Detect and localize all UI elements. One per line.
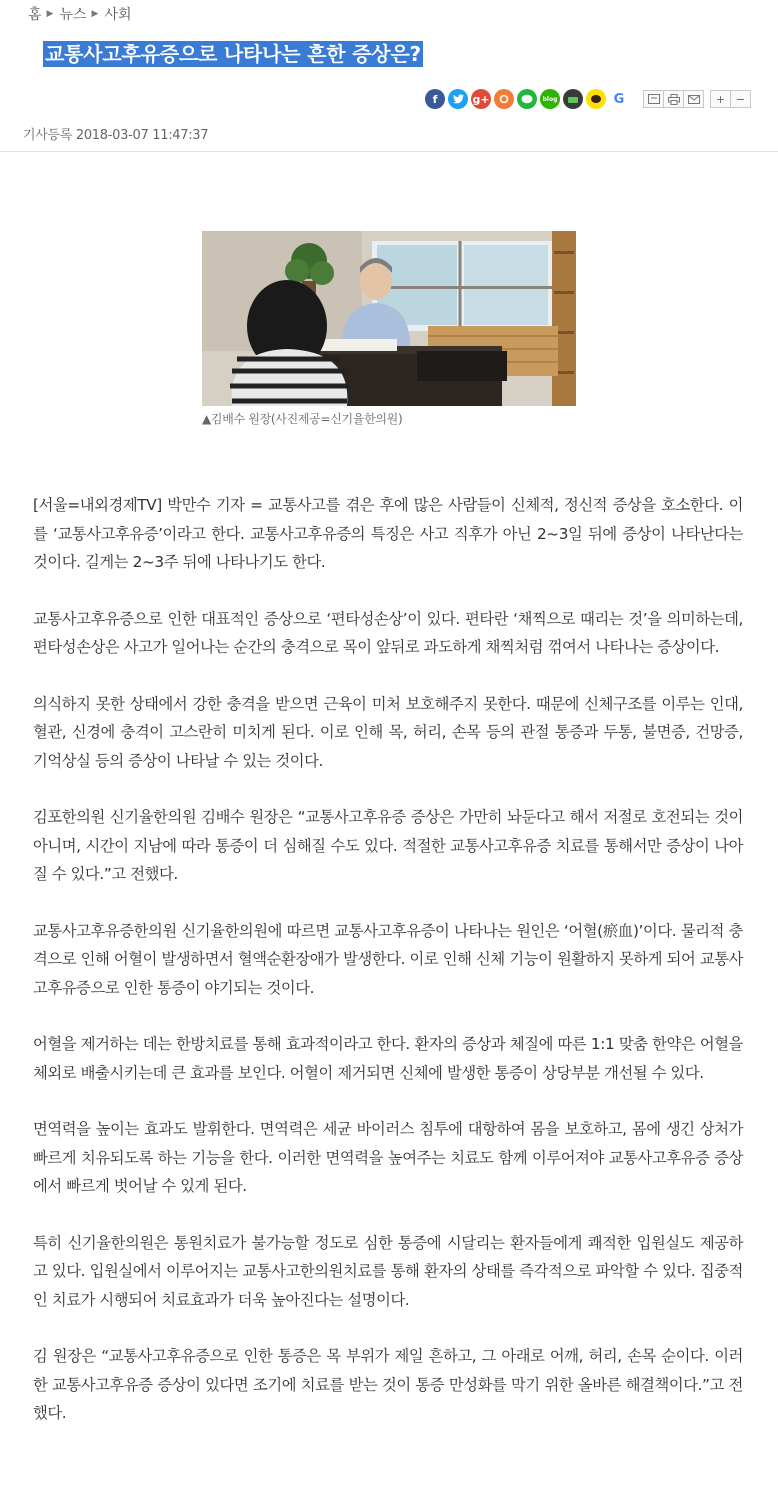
google-icon[interactable]: G (609, 89, 629, 109)
article-paragraph: 어혈을 제거하는 데는 한방치료를 통해 효과적이라고 한다. 환자의 증상과 체질에 따른 1:1 맞춤 한약은 어혈을 체외로 배출시키는데 큰 효과를 보인다. 어혈이 제거되면 신체에 발생한 통증이 상당부분 개선될 수 있다. (33, 1035, 743, 1082)
headline-wrap (43, 41, 423, 67)
line-icon[interactable] (517, 89, 537, 109)
share-bar (425, 89, 632, 109)
copy-url-icon[interactable] (643, 90, 664, 108)
article-registered-date: 기사등록 2018-03-07 11:47:37 (23, 128, 209, 143)
kakaostory-icon[interactable] (494, 89, 514, 109)
breadcrumb-news-link[interactable]: 뉴스 (59, 7, 87, 23)
chevron-right-icon: ▶ (46, 9, 54, 19)
article-paragraph: 김 원장은 “교통사고후유증으로 인한 통증은 목 부위가 제일 흔하고, 그 아래로 어깨, 허리, 손목 순이다. 이러한 교통사고후유증 증상이 있다면 조기에 치료를 받는 것이 통증 만성화를 막기 위한 올바른 해결책이다.”고 전했다. (33, 1347, 743, 1422)
chevron-right-icon: ▶ (91, 9, 99, 19)
article-photo (202, 231, 576, 406)
header-divider (0, 151, 778, 152)
print-icon[interactable] (663, 90, 684, 108)
photo-caption: ▲김배수 원장(사진제공=신기율한의원) (202, 412, 403, 426)
kakaotalk-icon[interactable] (586, 89, 606, 109)
article-paragraph: 김포한의원 신기율한의원 김배수 원장은 “교통사고후유증 증상은 가만히 놔둔다고 해서 저절로 호전되는 것이 아니며, 시간이 지남에 따라 통증이 더 심해질 수도 있다. 적절한 교통사고후유증 치료를 통해서만 증상이 나아질 수 있다.”고 전했다. (33, 808, 743, 883)
article-paragraph: 교통사고후유증한의원 신기율한의원에 따르면 교통사고후유증이 나타나는 원인은 ‘어혈(瘀血)’이다. 물리적 충격으로 인해 어혈이 발생하면서 혈액순환장애가 발생한다. 이로 인해 신체 기능이 원활하지 못하게 되어 교통사고후유증으로 인한 통증이 야기되는 것이다. (33, 921, 743, 997)
email-icon[interactable] (683, 90, 704, 108)
twitter-icon[interactable] (448, 89, 468, 109)
font-size-tools (711, 90, 751, 108)
article-headline: 교통사고후유증으로 나타나는 흔한 증상은? (45, 42, 421, 66)
article-photo-illustration (202, 231, 576, 406)
facebook-icon[interactable]: f (425, 89, 445, 109)
article-body (33, 491, 743, 1456)
google-plus-icon[interactable]: g+ (471, 89, 491, 109)
article-paragraph: [서울=내외경제TV] 박만수 기자 = 교통사고를 겪은 후에 많은 사람들이 신체적, 정신적 증상을 호소한다. 이를 ‘교통사고후유증’이라고 한다. 교통사고후유증의 특징은 사고 직후가 아닌 2~3일 뒤에 증상이 나타난다는 것이다. 길게는 2~3주 뒤에 나타나기도 한다. (33, 496, 743, 571)
article-paragraph: 교통사고후유증으로 인한 대표적인 증상으로 ‘편타성손상’이 있다. 편타란 ‘채찍으로 때리는 것’을 의미하는데, 편타성손상은 사고가 일어나는 순간의 충격으로 목이 앞뒤로 과도하게 채찍처럼 꺾여서 나타나는 증상이다. (33, 609, 743, 656)
naver-blog-icon[interactable]: blog (540, 89, 560, 109)
band-icon[interactable] (563, 89, 583, 109)
font-decrease-icon[interactable]: − (730, 90, 751, 108)
breadcrumb-home-link[interactable]: 홈 (28, 7, 42, 23)
font-increase-icon[interactable]: + (710, 90, 731, 108)
article-paragraph: 특히 신기율한의원은 통원치료가 불가능할 정도로 심한 통증에 시달리는 환자들에게 쾌적한 입원실도 제공하고 있다. 입원실에서 이루어지는 교통사고한의원치료를 통해 환자의 상태를 즉각적으로 파악할 수 있다. 집중적인 치료가 시행되어 치료효과가 더욱 높아진다는 설명이다. (33, 1233, 743, 1309)
article-paragraph: 면역력을 높이는 효과도 발휘한다. 면역력은 세균 바이러스 침투에 대항하여 몸을 보호하고, 몸에 생긴 상처가 빠르게 치유되도록 하는 기능을 한다. 이러한 면역력을 높여주는 치료도 함께 이루어져야 교통사고후유증 증상에서 빠르게 벗어날 수 있게 된다. (33, 1120, 743, 1195)
article-paragraph: 의식하지 못한 상태에서 강한 충격을 받으면 근육이 미처 보호해주지 못한다. 때문에 신체구조를 이루는 인대, 혈관, 신경에 충격이 고스란히 미치게 된다. 이로 인해 목, 허리, 손목 등의 관절 통증과 두통, 불면증, 건망증, 기억상실 등의 증상이 나타날 수 있는 것이다. (33, 694, 743, 770)
breadcrumb-section-link[interactable]: 사회 (104, 7, 132, 23)
breadcrumb (28, 4, 132, 24)
article-tools (644, 90, 704, 108)
